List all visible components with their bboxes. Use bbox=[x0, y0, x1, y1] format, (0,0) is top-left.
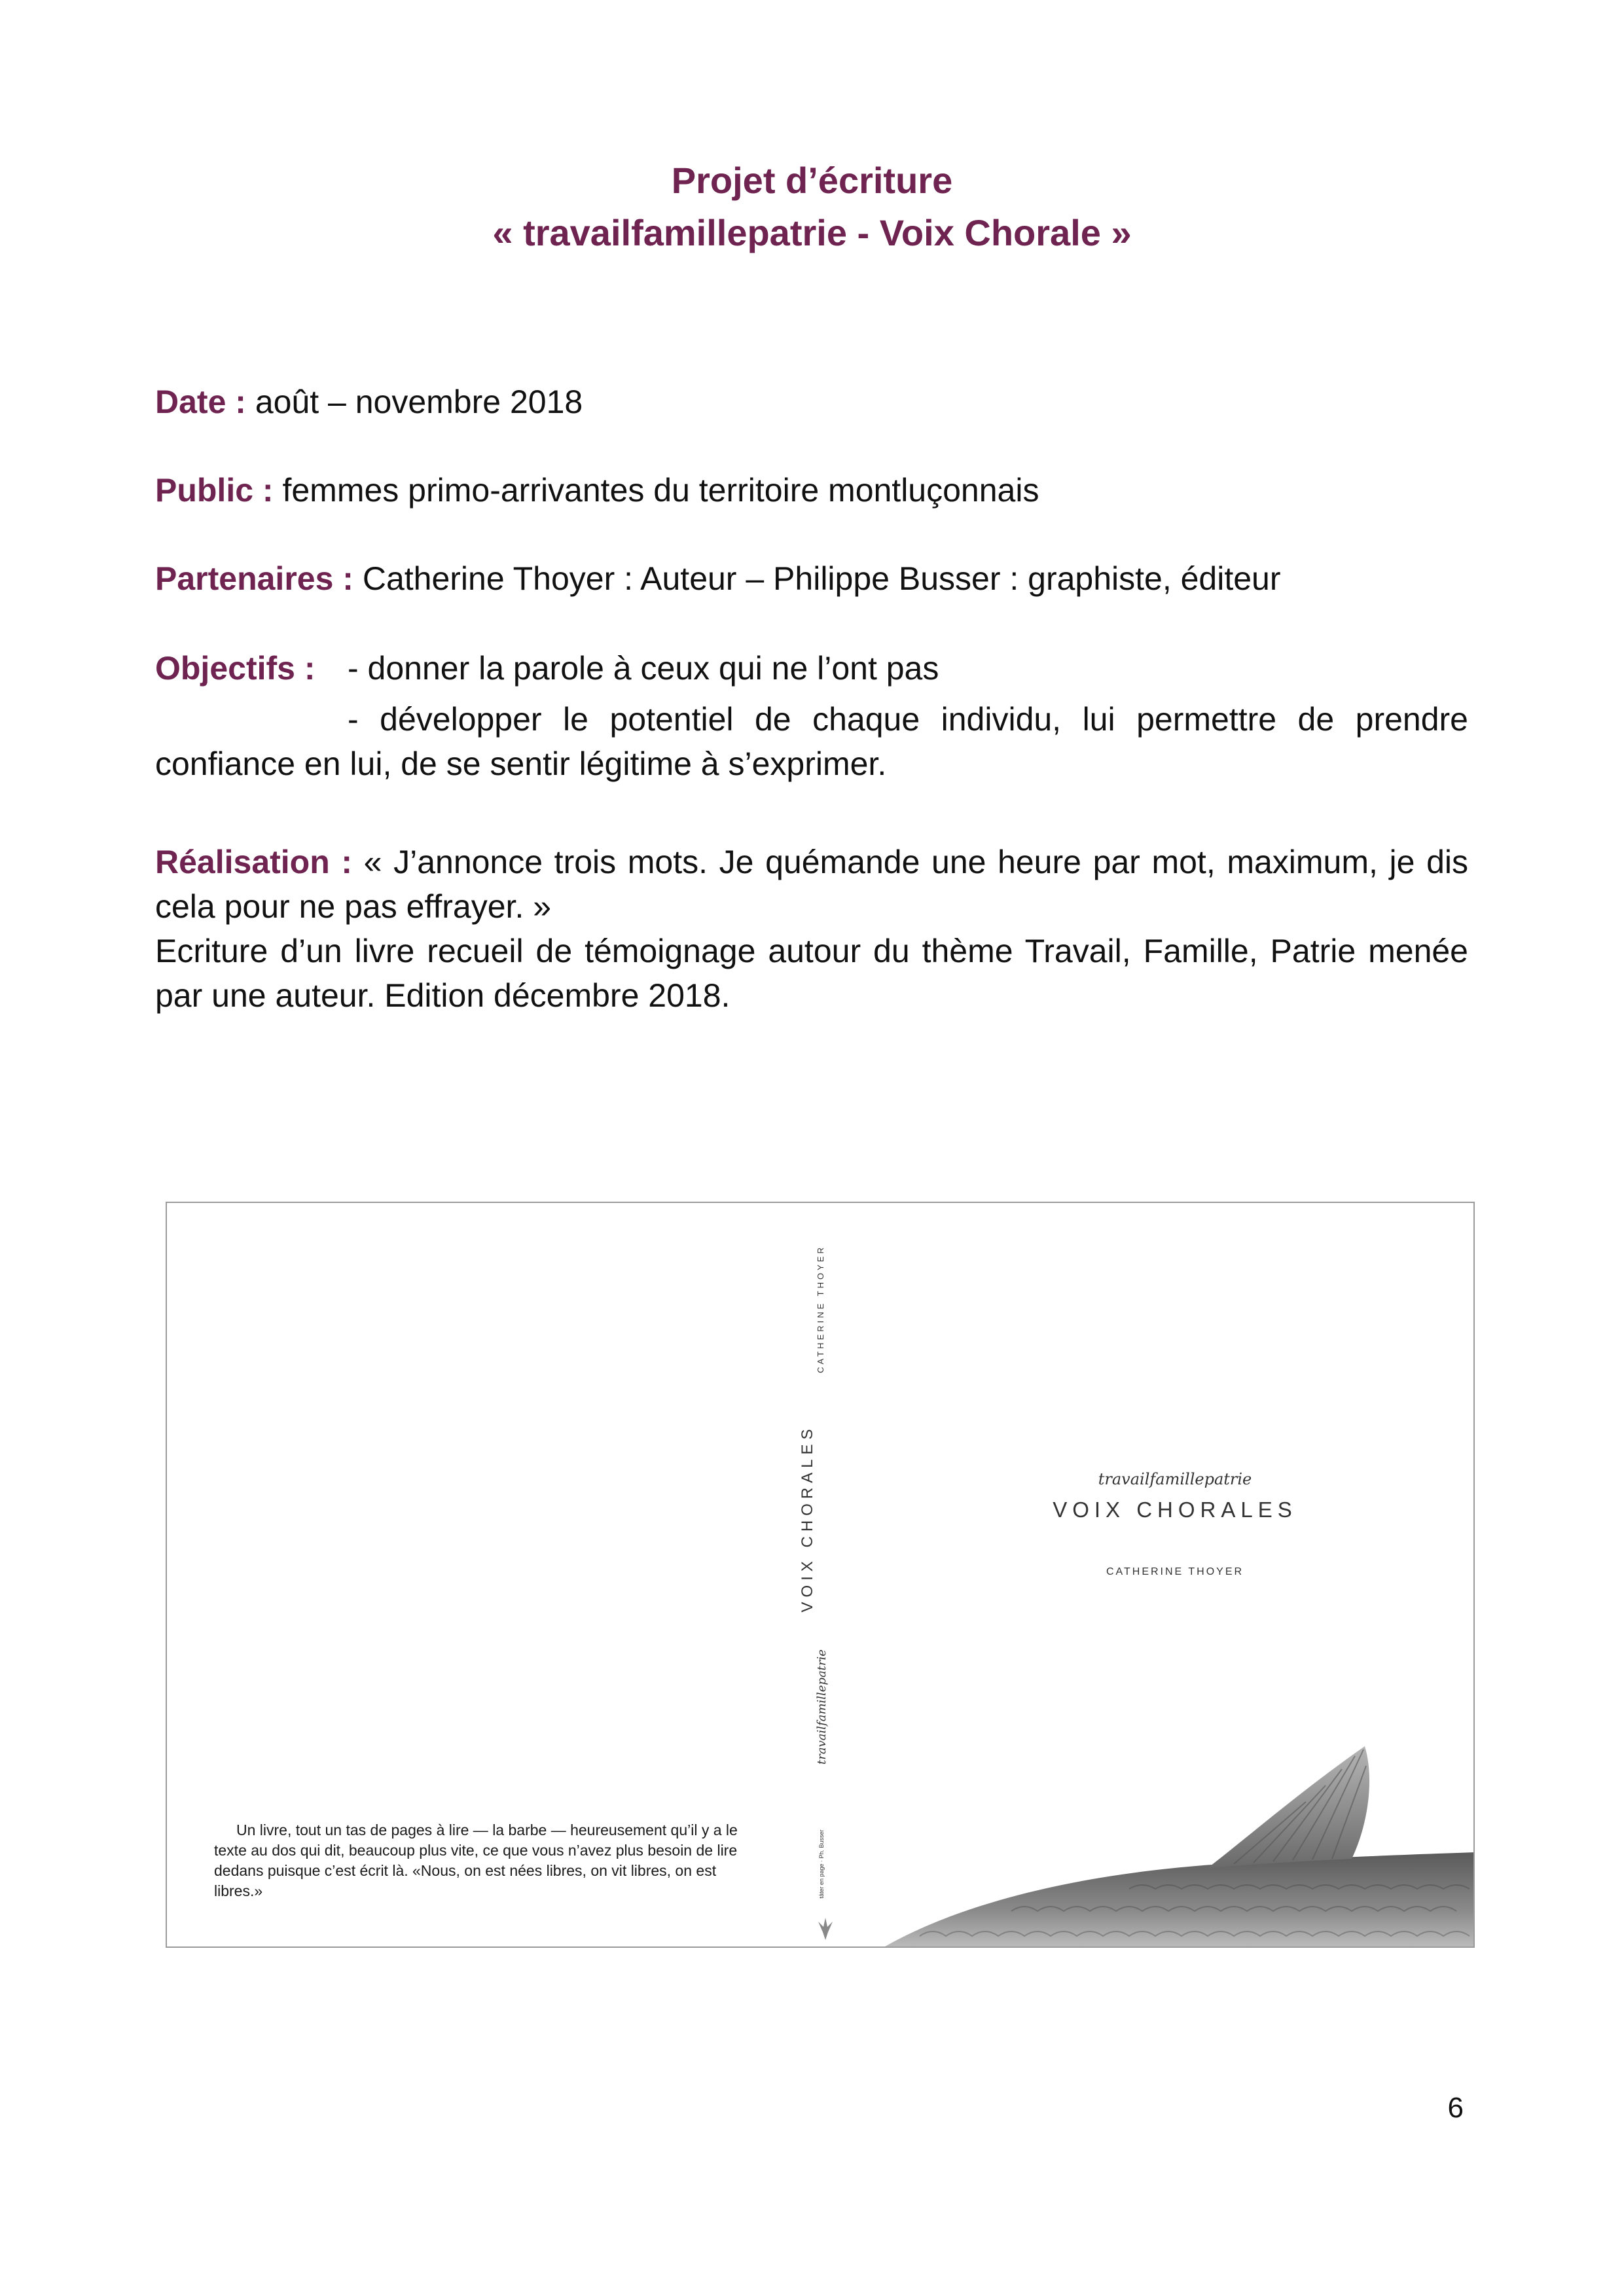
partners-value: Catherine Thoyer : Auteur – Philippe Busser : graphiste, éditeur bbox=[353, 560, 1281, 597]
public-row bbox=[155, 468, 1468, 512]
public-value: femmes primo-arrivantes du territoire montluçonnais bbox=[273, 472, 1039, 509]
publisher-fish-logo-icon bbox=[816, 1916, 835, 1940]
date-value: août – novembre 2018 bbox=[245, 384, 583, 420]
objective-item-1: - donner la parole à ceux qui ne l’ont pas bbox=[348, 650, 939, 687]
spine-author: CATHERINE THOYER bbox=[816, 1245, 825, 1373]
back-cover-text: Un livre, tout un tas de pages à lire — la barbe — heureusement qu’il y a le texte au dos qui dit, beaucoup plus vite, ce que vous n’avez plus besoin de lire dedans puisque c’est écrit là. «Nous, on est nées libres, on vit libres, on est libres.» bbox=[214, 1821, 738, 1899]
front-series: travailfamillepatrie bbox=[1098, 1470, 1252, 1488]
spine-title: VOIX CHORALES bbox=[799, 1424, 816, 1613]
page-number: 6 bbox=[1447, 2092, 1464, 2124]
date-row bbox=[155, 380, 1468, 424]
spine-series: travailfamillepatrie bbox=[815, 1649, 829, 1765]
fish-illustration bbox=[880, 1740, 1475, 1948]
date-label: Date : bbox=[155, 384, 246, 420]
partners-label: Partenaires : bbox=[155, 560, 353, 597]
objective-item-2-line1: - développer le potentiel de chaque individu, lui permettre de prendre bbox=[348, 701, 1468, 738]
objective-item-2 bbox=[155, 697, 1468, 786]
objectives-row bbox=[155, 646, 1468, 691]
public-label: Public : bbox=[155, 472, 274, 509]
page-title-line2: « travailfamillepatrie - Voix Chorale » bbox=[492, 212, 1132, 253]
front-author: CATHERINE THOYER bbox=[1106, 1566, 1244, 1577]
page-title-line1: Projet d’écriture bbox=[671, 160, 953, 201]
partners-row bbox=[155, 556, 1468, 601]
realisation-label: Réalisation : bbox=[155, 844, 353, 880]
book-cover-image bbox=[166, 1202, 1475, 1948]
spine-publisher: tâter en page · Ph. Busser bbox=[818, 1829, 825, 1899]
front-title: VOIX CHORALES bbox=[1053, 1498, 1297, 1522]
objectives-label: Objectifs : bbox=[155, 650, 316, 687]
realisation-quote: « J’annonce trois mots. Je quémande une heure par mot, maximum, je dis cela pour ne pas effrayer. » bbox=[155, 844, 1468, 925]
realisation-block bbox=[155, 840, 1468, 1018]
realisation-text: Ecriture d’un livre recueil de témoignage autour du thème Travail, Famille, Patrie menée par une auteur. Edition décembre 2018. bbox=[155, 933, 1468, 1014]
objective-item-2-line2: confiance en lui, de se sentir légitime à s’exprimer. bbox=[155, 745, 887, 782]
